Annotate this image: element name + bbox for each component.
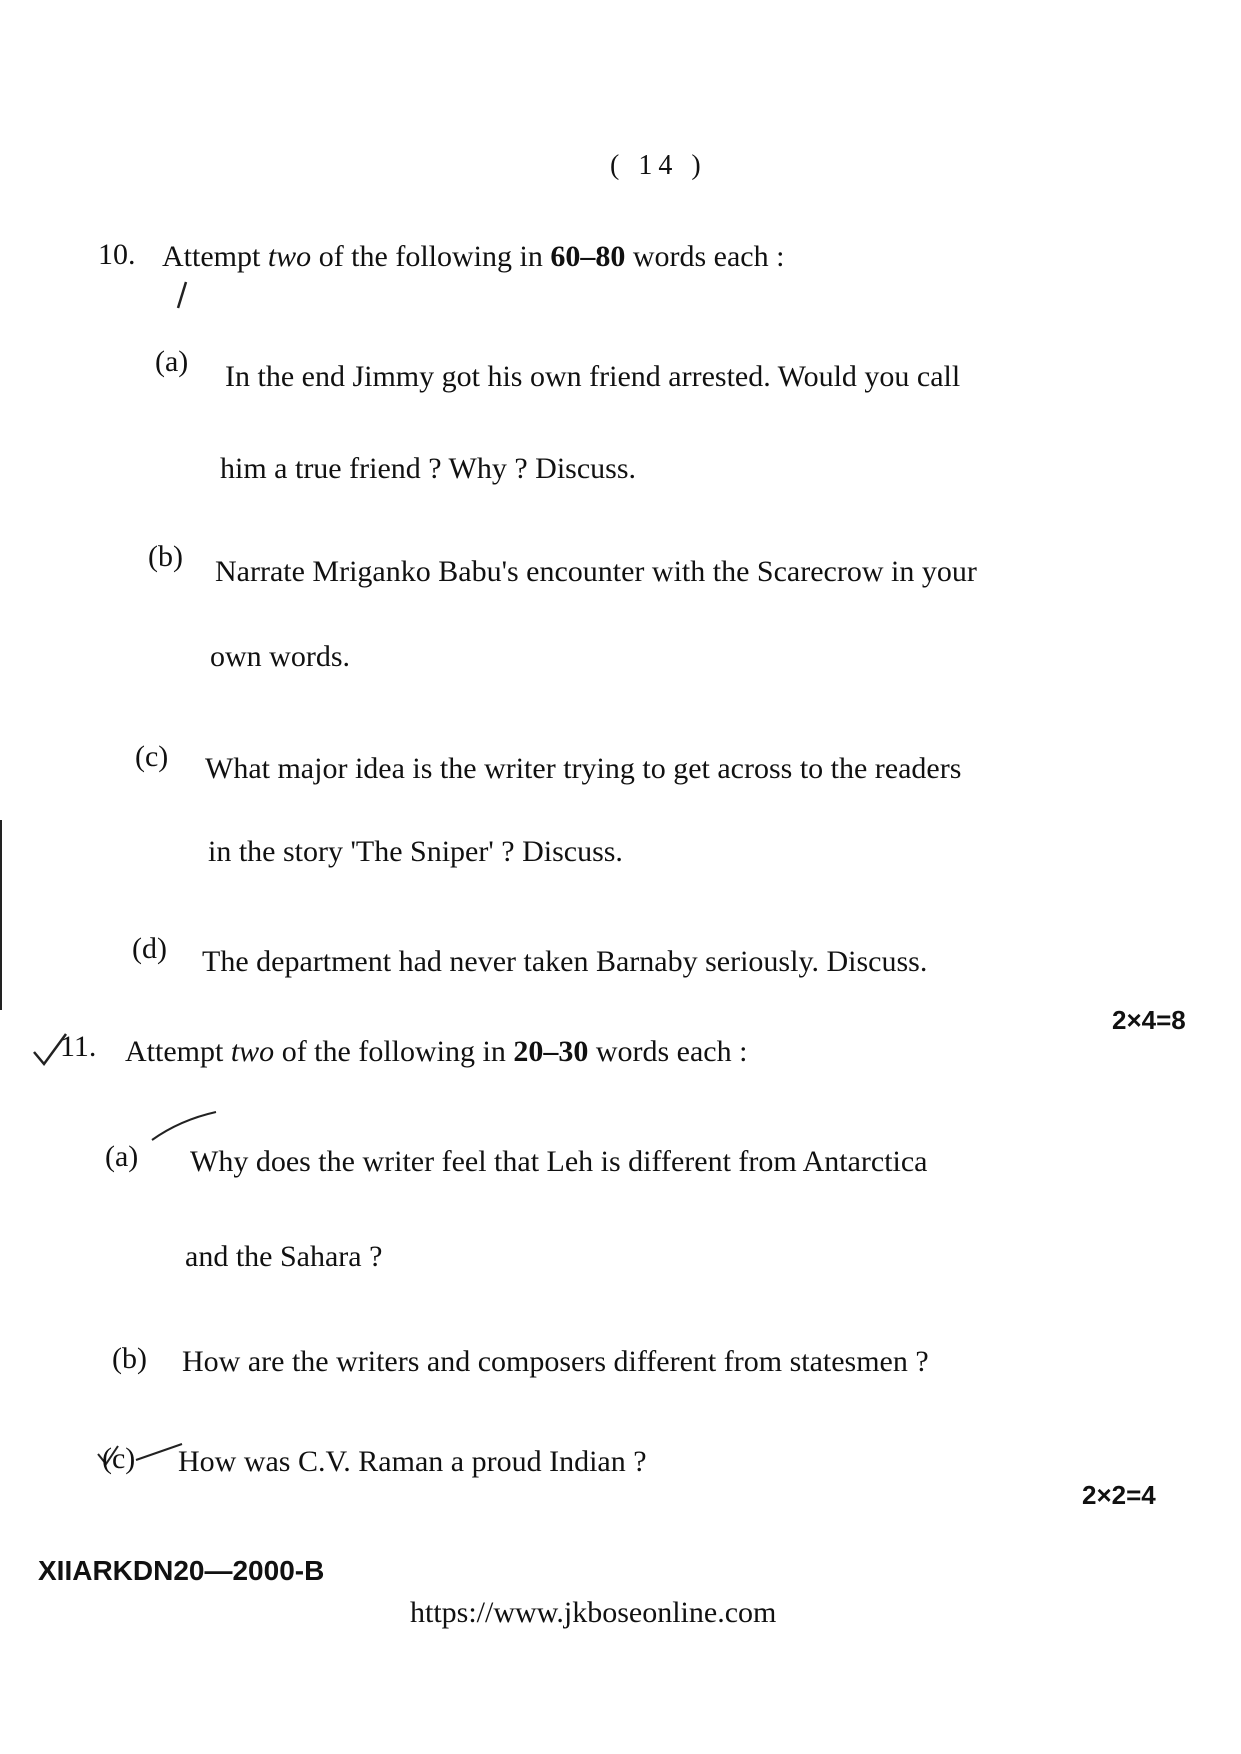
q10-marks: 2×4=8: [1112, 1005, 1186, 1035]
q11-marks: 2×2=4: [1082, 1480, 1156, 1510]
q11-item-b-label: (b): [112, 1342, 147, 1375]
q10-item-b-line1: Narrate Mriganko Babu's encounter with the Scarecrow in your: [215, 555, 977, 588]
q11-part-1: two: [230, 1035, 275, 1068]
question-11-number: 11.: [60, 1030, 97, 1063]
q11-item-b-line1: How are the writers and composers different from statesmen ?: [182, 1345, 929, 1378]
q10-item-d-label: (d): [132, 932, 167, 965]
pen-mark-icon: [172, 280, 192, 310]
q10-part-2: of the following in: [311, 240, 551, 273]
question-10-number: 10.: [98, 238, 136, 271]
q11-part-2: of the following in: [274, 1035, 514, 1068]
q11-item-a-label: (a): [105, 1140, 139, 1173]
q11-item-c-label: (c): [102, 1442, 136, 1475]
q10-part-3: 60–80: [550, 240, 626, 273]
question-11-instruction: [125, 1035, 747, 1069]
q11-item-c-line1: How was C.V. Raman a proud Indian ?: [178, 1445, 647, 1478]
q10-item-d-line1: The department had never taken Barnaby seriously. Discuss.: [202, 945, 928, 978]
q11-part-4: words each :: [588, 1035, 748, 1068]
q10-item-b-label: (b): [148, 540, 183, 573]
q10-part-1: two: [267, 240, 312, 273]
q10-item-a-line2: him a true friend ? Why ? Discuss.: [220, 452, 637, 485]
q10-item-c-line1: What major idea is the writer trying to get across to the readers: [205, 752, 962, 785]
q10-item-c-line2: in the story 'The Sniper' ? Discuss.: [208, 835, 623, 868]
q10-item-a-line1: In the end Jimmy got his own friend arrested. Would you call: [225, 360, 961, 393]
q10-item-a-label: (a): [155, 345, 189, 378]
q11-item-a-line2: and the Sahara ?: [185, 1240, 383, 1273]
paper-code: XIIARKDN20—2000-B: [38, 1555, 325, 1586]
q10-item-b-line2: own words.: [210, 640, 350, 673]
margin-line: [0, 820, 2, 1010]
q10-part-4: words each :: [625, 240, 785, 273]
q11-part-3: 20–30: [513, 1035, 589, 1068]
page-number: ( 14 ): [610, 150, 707, 181]
q10-part-0: Attempt: [162, 240, 268, 273]
q10-item-c-label: (c): [135, 740, 169, 773]
question-10-instruction: [162, 240, 784, 274]
q11-item-a-line1: Why does the writer feel that Leh is different from Antarctica: [190, 1145, 928, 1178]
source-url: https://www.jkboseonline.com: [410, 1596, 777, 1629]
tick-mark-icon: [150, 1110, 220, 1150]
q11-part-0: Attempt: [125, 1035, 231, 1068]
